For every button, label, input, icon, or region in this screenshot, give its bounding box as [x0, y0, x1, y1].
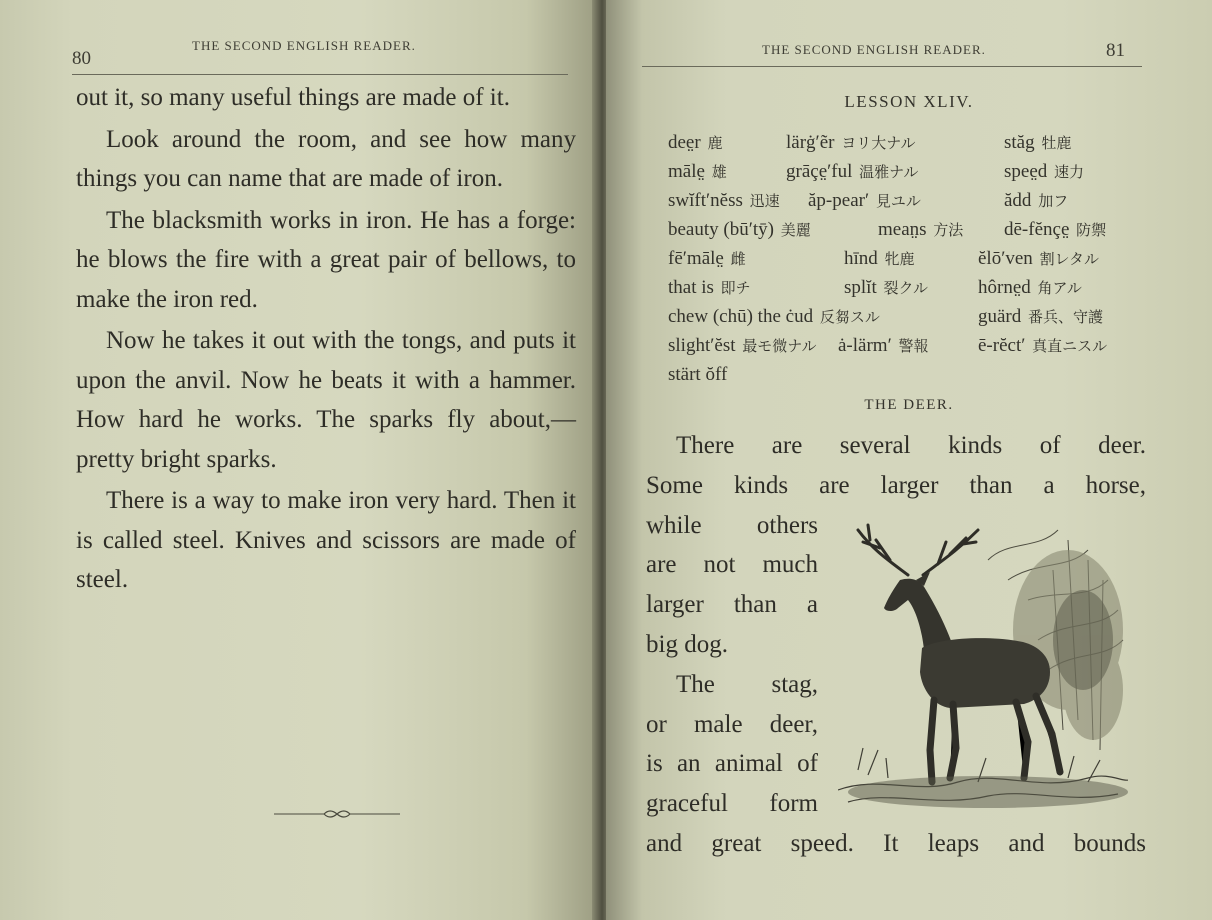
vocabulary-list — [668, 132, 1188, 393]
left-page — [0, 0, 598, 920]
vocab-word: dee̤r — [668, 132, 701, 153]
vocab-gloss: 裂クル — [883, 281, 929, 297]
vocab-entry — [838, 335, 929, 357]
vocab-word: hôrne̤d — [978, 277, 1031, 298]
text-line: and great speed. It leaps and bounds — [646, 829, 1146, 857]
vocab-word: swĭft′nĕss — [668, 190, 743, 211]
vocab-entry — [978, 306, 1103, 328]
vocab-gloss: 角アル — [1037, 281, 1082, 297]
vocab-word: ăp-pear′ — [808, 190, 870, 211]
paragraph: Look around the room, and see how many things you can name that are made of iron. — [76, 125, 576, 192]
vocab-entry — [668, 161, 727, 183]
vocab-entry — [668, 190, 780, 212]
header-rule — [72, 74, 568, 75]
text-line: is an animal of — [646, 750, 818, 778]
vocab-gloss: 美麗 — [780, 223, 811, 239]
vocab-gloss: 防禦 — [1076, 223, 1107, 239]
vocab-gloss: 温雅ナル — [859, 165, 919, 181]
vocab-gloss: 雄 — [711, 165, 727, 181]
vocab-entry — [844, 277, 928, 299]
vocab-row — [668, 132, 1188, 161]
vocab-word: dē-fĕnçe̤ — [1004, 219, 1070, 240]
vocab-row — [668, 306, 1188, 335]
vocab-word: mean̤s — [878, 219, 927, 240]
page-number: 81 — [1106, 40, 1125, 61]
text-line: big dog. — [646, 630, 728, 658]
vocab-row — [668, 335, 1188, 364]
page-number: 80 — [72, 48, 91, 69]
vocab-word: guärd — [978, 306, 1022, 327]
text-line: while others — [646, 511, 818, 539]
left-page-text — [76, 78, 576, 600]
vocab-entry — [786, 132, 915, 154]
vocab-row — [668, 161, 1188, 190]
vocab-word: that is — [668, 277, 714, 298]
text-line: or male deer, — [646, 710, 818, 738]
text-line: are not much — [646, 551, 818, 579]
vocab-row — [668, 190, 1188, 219]
text-line: The stag, — [676, 670, 818, 698]
vocab-gloss: 加フ — [1038, 194, 1069, 210]
paragraph: Now he takes it out with the tongs, and puts it upon the anvil. Now he beats it with a hammer. How hard he works. The sparks fly about,— pretty bright sparks. — [76, 327, 576, 473]
vocab-gloss: 雌 — [730, 252, 746, 268]
vocab-word: hīnd — [844, 248, 878, 269]
vocab-row — [668, 277, 1188, 306]
vocab-entry — [978, 248, 1099, 270]
vocab-entry — [1004, 161, 1084, 183]
vocab-entry — [668, 248, 746, 270]
right-page — [606, 0, 1212, 920]
vocab-gloss: 割レタル — [1039, 252, 1099, 268]
vocab-entry — [786, 161, 918, 183]
vocab-entry — [844, 248, 915, 270]
running-head: THE SECOND ENGLISH READER. — [192, 38, 416, 53]
vocab-entry — [1004, 219, 1106, 241]
lesson-title: LESSON XLIV. — [844, 92, 974, 111]
vocab-entry — [668, 277, 751, 299]
vocab-gloss: 迅速 — [749, 194, 780, 210]
vocab-gloss: 牡鹿 — [1041, 136, 1072, 152]
vocab-word: ĕlō′ven — [978, 248, 1033, 269]
vocab-word: fē′māle̤ — [668, 248, 724, 269]
paragraph: The blacksmith works in iron. He has a forge: he blows the fire with a great pair of bellows, to make the iron red. — [76, 206, 576, 313]
vocab-gloss: 真直ニスル — [1032, 339, 1108, 355]
vocab-word: slight′ĕst — [668, 335, 736, 356]
vocab-entry — [808, 190, 921, 212]
vocab-row — [668, 248, 1188, 277]
vocab-entry — [978, 277, 1082, 299]
ornament-divider — [272, 806, 402, 822]
vocab-entry — [668, 306, 880, 328]
running-head: THE SECOND ENGLISH READER. — [762, 42, 986, 57]
section-title: THE DEER. — [864, 397, 954, 413]
vocab-word: stăg — [1004, 132, 1035, 153]
paragraph: out it, so many useful things are made of it. — [76, 84, 510, 111]
text-line: Some kinds are larger than a horse, — [646, 471, 1146, 499]
vocab-word: splĭt — [844, 277, 877, 298]
vocab-row — [668, 364, 1188, 393]
vocab-word: stärt ŏff — [668, 364, 728, 385]
vocab-word: beauty (bū′tȳ) — [668, 219, 774, 240]
paragraph: There is a way to make iron very hard. Then it is called steel. Knives and scissors are made of steel. — [76, 487, 576, 593]
vocab-entry — [668, 335, 817, 357]
vocab-gloss: 見ユル — [875, 194, 921, 210]
vocab-gloss: 番兵、守護 — [1028, 310, 1104, 326]
vocab-gloss: 鹿 — [707, 136, 723, 152]
vocab-word: māle̤ — [668, 161, 705, 182]
vocab-row — [668, 219, 1188, 248]
vocab-entry — [1004, 132, 1071, 154]
vocab-gloss: 牝鹿 — [884, 252, 915, 268]
deer-illustration — [838, 520, 1128, 820]
vocab-word: ē-rĕct′ — [978, 335, 1026, 356]
vocab-entry — [878, 219, 963, 241]
vocab-entry — [978, 335, 1107, 357]
header-rule — [642, 66, 1142, 67]
vocab-entry — [1004, 190, 1068, 212]
vocab-gloss: 即チ — [720, 281, 751, 297]
vocab-gloss: 方法 — [933, 223, 964, 239]
vocab-entry — [668, 219, 811, 241]
vocab-entry — [668, 132, 722, 154]
vocab-word: ȧ-lärm′ — [838, 335, 892, 356]
text-line: There are several kinds of deer. — [676, 432, 1146, 459]
text-line: graceful form — [646, 790, 818, 818]
vocab-gloss: 最モ微ナル — [742, 339, 817, 355]
vocab-word: lärġ′ẽr — [786, 132, 835, 153]
vocab-word: grāçe̤′ful — [786, 161, 853, 182]
text-line: larger than a — [646, 591, 818, 619]
vocab-entry — [668, 364, 727, 386]
vocab-word: chew (chū) the ċud — [668, 306, 814, 327]
vocab-gloss: 反芻スル — [819, 310, 880, 326]
vocab-gloss: 警報 — [898, 339, 929, 355]
vocab-word: ădd — [1004, 190, 1032, 211]
vocab-gloss: ヨリ大ナル — [841, 136, 916, 152]
vocab-word: spee̤d — [1004, 161, 1048, 182]
vocab-gloss: 速力 — [1054, 165, 1085, 181]
